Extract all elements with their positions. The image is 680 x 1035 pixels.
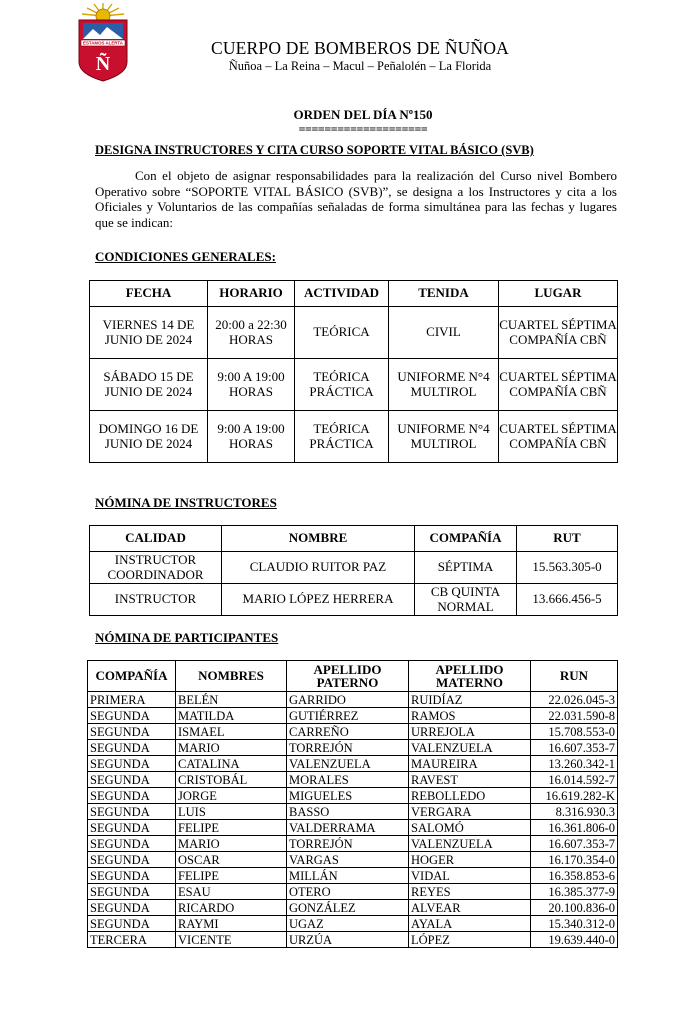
table-row (90, 359, 618, 411)
cell-compania: SEGUNDA (88, 852, 176, 868)
cell-compania: SEGUNDA (88, 708, 176, 724)
participants-heading: NÓMINA DE PARTICIPANTES (95, 630, 279, 645)
instructors-heading: NÓMINA DE INSTRUCTORES (95, 495, 277, 510)
cell-horario: 20:00 a 22:30 HORAS (208, 307, 295, 359)
cell-actividad: TEÓRICA (295, 307, 389, 359)
col-apellido-materno: APELLIDO MATERNO (409, 661, 531, 692)
logo-banner-text: ESTAMOS ALERTA (83, 40, 123, 46)
table-row (88, 724, 618, 740)
cell-nombres: CATALINA (176, 756, 287, 772)
cell-apellido-materno: URREJOLA (409, 724, 531, 740)
col-tenida: TENIDA (389, 281, 499, 307)
cell-compania: PRIMERA (88, 692, 176, 708)
cell-nombres: LUIS (176, 804, 287, 820)
table-row (90, 584, 618, 616)
cell-actividad: TEÓRICA PRÁCTICA (295, 411, 389, 463)
cell-run: 16.014.592-7 (531, 772, 618, 788)
cell-nombres: FELIPE (176, 868, 287, 884)
cell-apellido-paterno: TORREJÓN (287, 836, 409, 852)
cell-run: 16.607.353-7 (531, 836, 618, 852)
cell-run: 16.358.853-6 (531, 868, 618, 884)
cell-run: 19.639.440-0 (531, 932, 618, 948)
participants-rows (88, 692, 618, 948)
cell-compania: SEGUNDA (88, 772, 176, 788)
cell-apellido-paterno: VARGAS (287, 852, 409, 868)
cell-rut: 13.666.456-5 (517, 584, 618, 616)
cell-apellido-paterno: MIGUELES (287, 788, 409, 804)
cell-nombres: FELIPE (176, 820, 287, 836)
table-row (88, 852, 618, 868)
cell-apellido-paterno: VALENZUELA (287, 756, 409, 772)
table-row (88, 772, 618, 788)
cell-apellido-materno: VALENZUELA (409, 836, 531, 852)
table-row (88, 788, 618, 804)
cell-fecha: DOMINGO 16 DE JUNIO DE 2024 (90, 411, 208, 463)
cell-compania: SEGUNDA (88, 916, 176, 932)
cell-apellido-paterno: TORREJÓN (287, 740, 409, 756)
cell-apellido-paterno: OTERO (287, 884, 409, 900)
cell-apellido-materno: VALENZUELA (409, 740, 531, 756)
fire-department-crest-icon (76, 2, 130, 82)
table-row (88, 884, 618, 900)
cell-run: 16.619.282-K (531, 788, 618, 804)
cell-nombres: VICENTE (176, 932, 287, 948)
cell-run: 16.170.354-0 (531, 852, 618, 868)
cell-apellido-materno: REYES (409, 884, 531, 900)
cell-nombres: RAYMI (176, 916, 287, 932)
col-run: RUN (531, 661, 618, 692)
cell-run: 8.316.930.3 (531, 804, 618, 820)
document-subject: DESIGNA INSTRUCTORES Y CITA CURSO SOPORTE VITAL BÁSICO (SVB) (95, 143, 534, 157)
cell-apellido-materno: HOGER (409, 852, 531, 868)
cell-lugar: CUARTEL SÉPTIMA COMPAÑÍA CBÑ (499, 359, 618, 411)
table-row (90, 411, 618, 463)
cell-compania: SEGUNDA (88, 740, 176, 756)
cell-nombres: ISMAEL (176, 724, 287, 740)
cell-apellido-materno: RAMOS (409, 708, 531, 724)
table-row (88, 756, 618, 772)
cell-compania: SEGUNDA (88, 884, 176, 900)
table-row (88, 868, 618, 884)
cell-compania: TERCERA (88, 932, 176, 948)
cell-run: 16.607.353-7 (531, 740, 618, 756)
col-actividad: ACTIVIDAD (295, 281, 389, 307)
cell-run: 16.385.377-9 (531, 884, 618, 900)
cell-tenida: CIVIL (389, 307, 499, 359)
cell-calidad: INSTRUCTOR COORDINADOR (90, 552, 222, 584)
cell-tenida: UNIFORME N°4 MULTIROL (389, 359, 499, 411)
cell-apellido-materno: VERGARA (409, 804, 531, 820)
cell-nombres: MATILDA (176, 708, 287, 724)
cell-compania: CB QUINTA NORMAL (415, 584, 517, 616)
col-nombres: NOMBRES (176, 661, 287, 692)
table-row (88, 836, 618, 852)
cell-run: 16.361.806-0 (531, 820, 618, 836)
table-row (88, 708, 618, 724)
cell-nombres: MARIO (176, 836, 287, 852)
cell-compania: SEGUNDA (88, 756, 176, 772)
col-compania: COMPAÑÍA (88, 661, 176, 692)
cell-compania: SEGUNDA (88, 788, 176, 804)
conditions-heading: CONDICIONES GENERALES: (95, 249, 276, 264)
table-row (88, 692, 618, 708)
cell-apellido-paterno: VALDERRAMA (287, 820, 409, 836)
table-row (88, 820, 618, 836)
table-row (90, 552, 618, 584)
col-rut: RUT (517, 526, 618, 552)
cell-nombres: MARIO (176, 740, 287, 756)
cell-run: 22.031.590-8 (531, 708, 618, 724)
cell-apellido-paterno: GARRIDO (287, 692, 409, 708)
cell-lugar: CUARTEL SÉPTIMA COMPAÑÍA CBÑ (499, 411, 618, 463)
cell-run: 13.260.342-1 (531, 756, 618, 772)
cell-apellido-paterno: MILLÁN (287, 868, 409, 884)
conditions-header-row (90, 281, 618, 307)
intro-paragraph: Con el objeto de asignar responsabilidades para la realización del Curso nivel Bombero Operativo sobre “SOPORTE VITAL BÁSICO (SVB)”, se designa a los Instructores y cita a los Oficiales y Voluntarios de las compañías señaladas de forma simultánea para las fechas y lugares que se indican: (95, 168, 617, 230)
cell-apellido-materno: SALOMÓ (409, 820, 531, 836)
cell-compania: SÉPTIMA (415, 552, 517, 584)
cell-apellido-paterno: GONZÁLEZ (287, 900, 409, 916)
cell-compania: SEGUNDA (88, 804, 176, 820)
cell-rut: 15.563.305-0 (517, 552, 618, 584)
instructors-header-row (90, 526, 618, 552)
table-row (88, 804, 618, 820)
cell-compania: SEGUNDA (88, 836, 176, 852)
table-row (88, 740, 618, 756)
communes-line: Ñuñoa – La Reina – Macul – Peñalolén – La Florida (228, 59, 492, 73)
col-calidad: CALIDAD (90, 526, 222, 552)
cell-apellido-paterno: UGAZ (287, 916, 409, 932)
cell-nombres: BELÉN (176, 692, 287, 708)
cell-apellido-materno: MAUREIRA (409, 756, 531, 772)
conditions-table (89, 280, 618, 463)
cell-apellido-materno: VIDAL (409, 868, 531, 884)
order-title-rule: ==================== (298, 122, 428, 136)
cell-compania: SEGUNDA (88, 820, 176, 836)
cell-apellido-materno: ALVEAR (409, 900, 531, 916)
cell-run: 15.340.312-0 (531, 916, 618, 932)
cell-nombres: CRISTOBÁL (176, 772, 287, 788)
cell-apellido-materno: AYALA (409, 916, 531, 932)
cell-nombres: OSCAR (176, 852, 287, 868)
order-title: ORDEN DEL DÍA Nº150 (293, 107, 433, 122)
cell-nombres: ESAU (176, 884, 287, 900)
table-row (90, 307, 618, 359)
col-horario: HORARIO (208, 281, 295, 307)
organization-name: CUERPO DE BOMBEROS DE ÑUÑOA (210, 38, 510, 58)
participants-header-row (88, 661, 618, 692)
cell-apellido-paterno: BASSO (287, 804, 409, 820)
cell-nombre: CLAUDIO RUITOR PAZ (222, 552, 415, 584)
table-row (88, 916, 618, 932)
organization-header (150, 38, 570, 74)
col-fecha: FECHA (90, 281, 208, 307)
cell-tenida: UNIFORME N°4 MULTIROL (389, 411, 499, 463)
cell-lugar: CUARTEL SÉPTIMA COMPAÑÍA CBÑ (499, 307, 618, 359)
cell-apellido-materno: REBOLLEDO (409, 788, 531, 804)
cell-run: 22.026.045-3 (531, 692, 618, 708)
cell-compania: SEGUNDA (88, 724, 176, 740)
col-lugar: LUGAR (499, 281, 618, 307)
cell-apellido-paterno: URZÚA (287, 932, 409, 948)
cell-nombres: RICARDO (176, 900, 287, 916)
cell-apellido-paterno: GUTIÉRREZ (287, 708, 409, 724)
cell-compania: SEGUNDA (88, 868, 176, 884)
table-row (88, 900, 618, 916)
col-apellido-paterno: APELLIDO PATERNO (287, 661, 409, 692)
cell-nombres: JORGE (176, 788, 287, 804)
cell-run: 20.100.836-0 (531, 900, 618, 916)
col-nombre: NOMBRE (222, 526, 415, 552)
cell-compania: SEGUNDA (88, 900, 176, 916)
cell-apellido-materno: RAVEST (409, 772, 531, 788)
cell-calidad: INSTRUCTOR (90, 584, 222, 616)
cell-apellido-materno: LÓPEZ (409, 932, 531, 948)
cell-fecha: SÁBADO 15 DE JUNIO DE 2024 (90, 359, 208, 411)
cell-horario: 9:00 A 19:00 HORAS (208, 359, 295, 411)
cell-apellido-paterno: MORALES (287, 772, 409, 788)
participants-table (87, 660, 618, 948)
cell-apellido-materno: RUIDÍAZ (409, 692, 531, 708)
cell-apellido-paterno: CARREÑO (287, 724, 409, 740)
cell-actividad: TEÓRICA PRÁCTICA (295, 359, 389, 411)
instructors-table (89, 525, 618, 616)
cell-run: 15.708.553-0 (531, 724, 618, 740)
logo-letter: Ñ (95, 53, 111, 75)
cell-nombre: MARIO LÓPEZ HERRERA (222, 584, 415, 616)
col-compania: COMPAÑÍA (415, 526, 517, 552)
table-row (88, 932, 618, 948)
cell-horario: 9:00 A 19:00 HORAS (208, 411, 295, 463)
cell-fecha: VIERNES 14 DE JUNIO DE 2024 (90, 307, 208, 359)
